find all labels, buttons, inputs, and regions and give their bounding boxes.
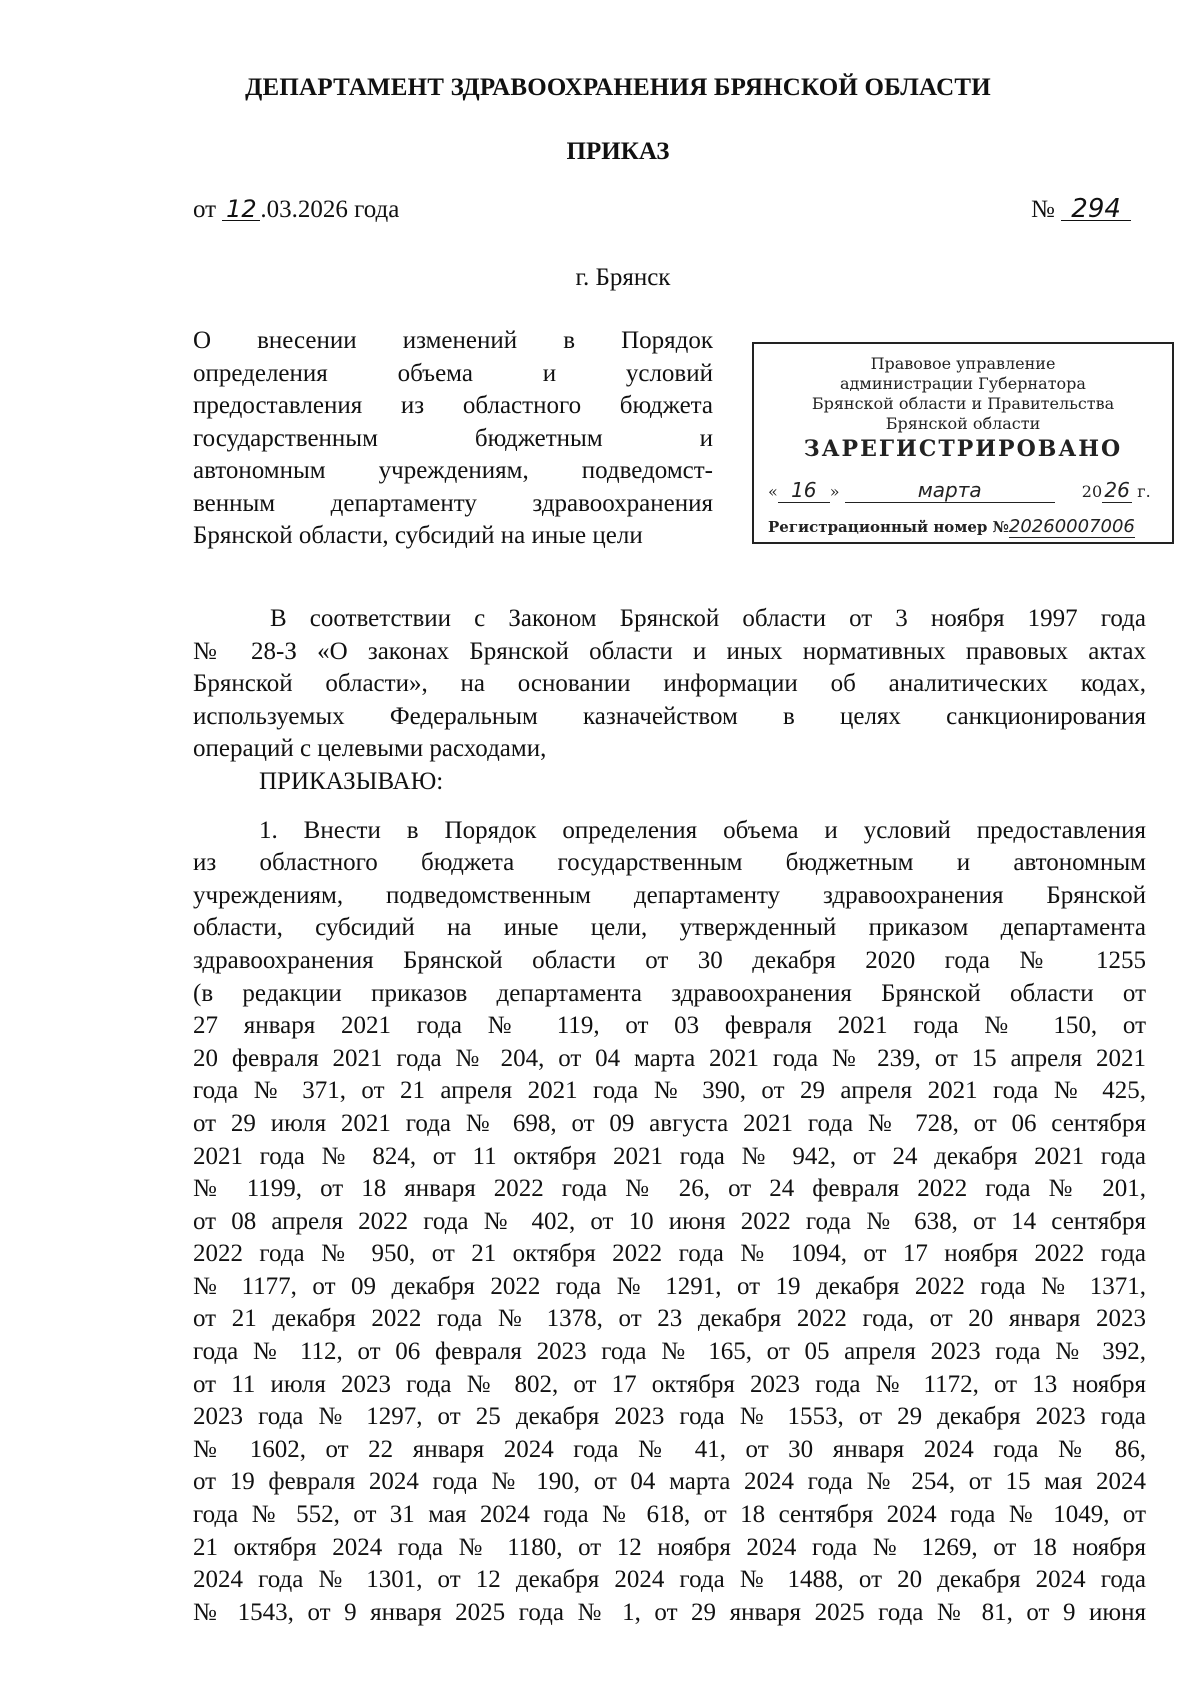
item-line: 2021 года № 824, от 11 октября 2021 года № 942, от 24 декабря 2021 года <box>193 1142 1146 1170</box>
stamp-quote-open: « <box>768 482 778 501</box>
item-line: учреждениям, подведомственным департаменту здравоохранения Брянской <box>193 881 1146 909</box>
order-number <box>1031 196 1131 224</box>
preamble-line: используемых Федеральным казначейством в целях санкционирования <box>193 702 1146 730</box>
registration-stamp <box>752 342 1174 544</box>
title-line: автономным учреждениям, подведомст- <box>193 457 713 484</box>
item-line: № 1602, от 22 января 2024 года № 41, от 30 января 2024 года № 86, <box>193 1435 1146 1463</box>
stamp-year-prefix: 20 <box>1081 482 1103 501</box>
item-line: 20 февраля 2021 года № 204, от 04 марта 2021 года № 239, от 15 апреля 2021 <box>193 1044 1146 1072</box>
preamble-line: В соответствии с Законом Брянской области от 3 ноября 1997 года <box>270 605 1146 632</box>
item-line: 2023 года № 1297, от 25 декабря 2023 года № 1553, от 29 декабря 2023 года <box>193 1403 1146 1431</box>
stamp-line: Брянской области и Правительства <box>811 394 1115 413</box>
item-line: года № 552, от 31 мая 2024 года № 618, от 18 сентября 2024 года № 1049, от <box>193 1501 1146 1529</box>
department-heading: ДЕПАРТАМЕНТ ЗДРАВООХРАНЕНИЯ БРЯНСКОЙ ОБЛАСТИ <box>245 74 991 101</box>
city: г. Брянск <box>575 264 671 291</box>
item-line: № 1177, от 09 декабря 2022 года № 1291, от 19 декабря 2022 года № 1371, <box>193 1272 1146 1300</box>
title-line: определения объема и условий <box>193 359 713 387</box>
number-prefix: № <box>1031 196 1055 223</box>
item-line: 2022 года № 950, от 21 октября 2022 года № 1094, от 17 ноября 2022 года <box>193 1240 1146 1268</box>
item-line: (в редакции приказов департамента здравоохранения Брянской области от <box>193 979 1146 1007</box>
preamble-line: операций с целевыми расходами, <box>193 735 547 763</box>
stamp-year-suffix: 26 <box>1102 478 1132 503</box>
stamp-date-month: марта <box>845 478 1055 503</box>
title-line: государственным бюджетным и <box>193 424 713 452</box>
handwritten-date-day: 12 <box>222 198 260 221</box>
title-line: О внесении изменений в Порядок <box>193 327 713 354</box>
order-word: ПРИКАЗЫВАЮ: <box>259 767 444 795</box>
stamp-status: ЗАРЕГИСТРИРОВАНО <box>803 436 1123 462</box>
order-date <box>193 196 399 224</box>
title-line: предоставления из областного бюджета <box>193 392 713 419</box>
item-line: № 1199, от 18 января 2022 года № 26, от 24 февраля 2022 года № 201, <box>193 1175 1146 1203</box>
spacer <box>193 799 1146 815</box>
stamp-line: Брянской области <box>885 414 1041 433</box>
item-line: 1. Внести в Порядок определения объема и условий предоставления <box>259 816 1146 844</box>
item-line: из областного бюджета государственным бюджетным и автономным <box>193 849 1146 877</box>
item-line: года № 112, от 06 февраля 2023 года № 165, от 05 апреля 2023 года № 392, <box>193 1338 1146 1366</box>
item-line: от 11 июля 2023 года № 802, от 17 октября 2023 года № 1172, от 13 ноября <box>193 1370 1146 1398</box>
date-rest: .03.2026 года <box>260 196 400 223</box>
order-title <box>193 325 713 553</box>
item-line: от 21 декабря 2022 года № 1378, от 23 декабря 2022 года, от 20 января 2023 <box>193 1305 1146 1333</box>
item-line: от 19 февраля 2024 года № 190, от 04 марта 2024 года № 254, от 15 мая 2024 <box>193 1468 1146 1496</box>
title-line: венным департаменту здравоохранения <box>193 489 713 517</box>
handwritten-number: 294 <box>1061 198 1131 221</box>
title-line: Брянской области, субсидий на иные цели <box>193 522 643 549</box>
item-line: области, субсидий на иные цели, утвержденный приказом департамента <box>193 914 1146 942</box>
item-line: 27 января 2021 года № 119, от 03 февраля 2021 года № 150, от <box>193 1012 1146 1040</box>
stamp-date <box>768 478 1164 503</box>
item-line: года № 371, от 21 апреля 2021 года № 390, от 29 апреля 2021 года № 425, <box>193 1077 1146 1105</box>
stamp-line: Правовое управление <box>870 354 1056 373</box>
item-line: от 29 июля 2021 года № 698, от 09 августа 2021 года № 728, от 06 сентября <box>193 1109 1146 1137</box>
stamp-reg-value: 20260007006 <box>1008 516 1135 537</box>
stamp-line: администрации Губернатора <box>840 374 1086 393</box>
item-line: 21 октября 2024 года № 1180, от 12 ноября 2024 года № 1269, от 18 ноября <box>193 1533 1146 1561</box>
item-line: 2024 года № 1301, от 12 декабря 2024 года № 1488, от 20 декабря 2024 года <box>193 1566 1146 1594</box>
preamble-line: № 28-З «О законах Брянской области и иных нормативных правовых актах <box>193 637 1146 665</box>
order-body <box>193 603 1146 1629</box>
stamp-reg-number <box>768 516 1135 537</box>
item-line: от 08 апреля 2022 года № 402, от 10 июня 2022 года № 638, от 14 сентября <box>193 1207 1146 1235</box>
date-prefix: от <box>193 196 217 223</box>
document-type: ПРИКАЗ <box>566 138 670 165</box>
stamp-reg-label: Регистрационный номер № <box>768 518 1009 536</box>
stamp-year-unit: г. <box>1137 482 1151 501</box>
preamble-line: Брянской области», на основании информации об аналитических кодах, <box>193 670 1146 698</box>
item-line: № 1543, от 9 января 2025 года № 1, от 29 января 2025 года № 81, от 9 июня <box>193 1598 1146 1626</box>
item-line: здравоохранения Брянской области от 30 декабря 2020 года № 1255 <box>193 946 1146 974</box>
stamp-quote-close: » <box>829 482 840 501</box>
stamp-date-day: 16 <box>778 478 830 503</box>
